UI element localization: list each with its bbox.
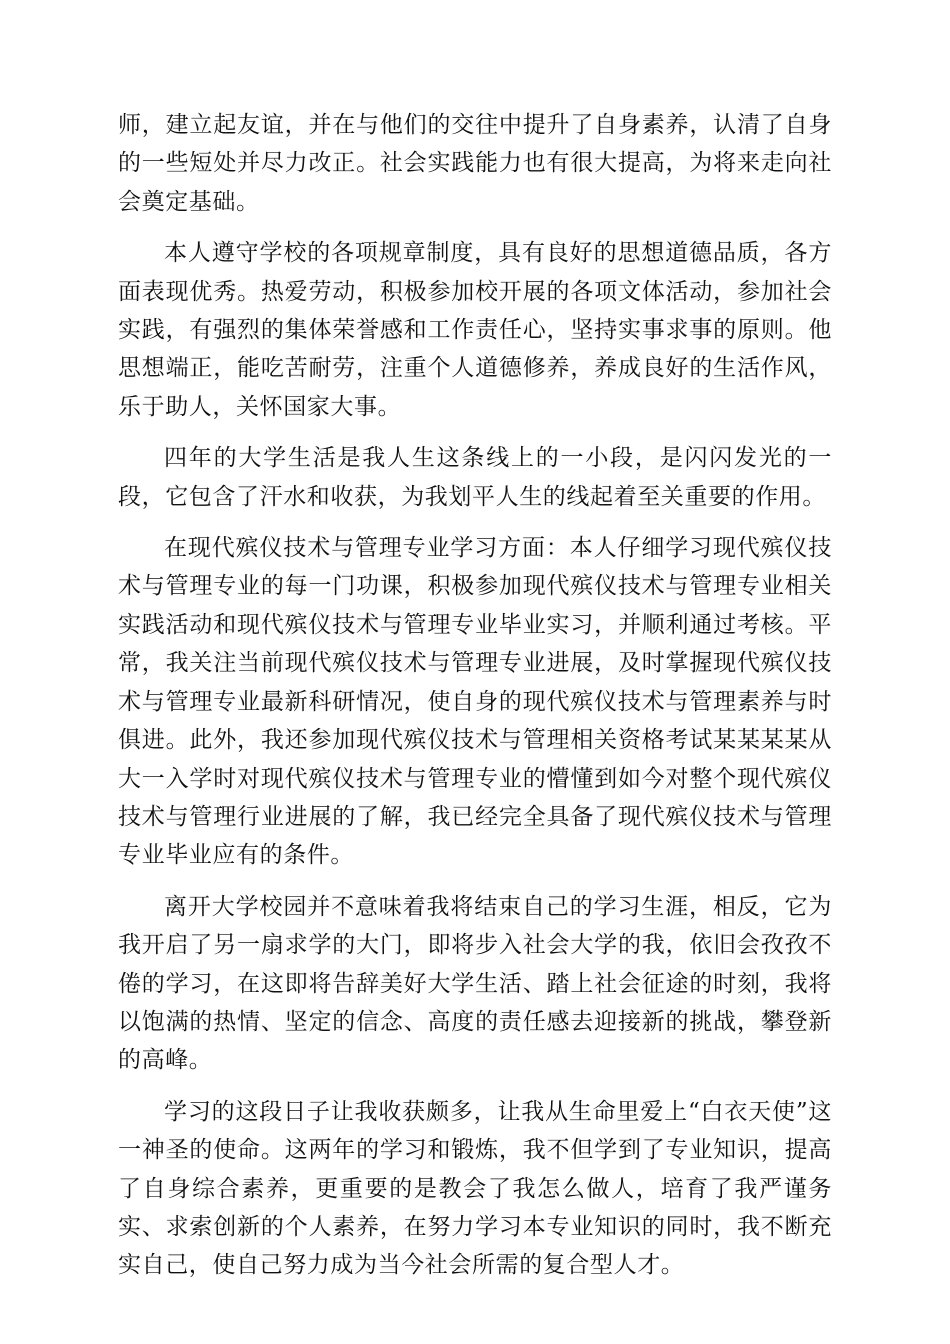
paragraph-conduct: 本人遵守学校的各项规章制度，具有良好的思想道德品质，各方面表现优秀。热爱劳动，积极参加校开展的各项文体活动，参加社会实践，有强烈的集体荣誉感和工作责任心，坚持实事求事的原则。他思想端正，能吃苦耐劳，注重个人道德修养，养成良好的生活作风，乐于助人，关怀国家大事。 <box>118 240 832 420</box>
paragraph-gains: 学习的这段日子让我收获颇多，让我从生命里爱上“白衣天使”这一神圣的使命。这两年的学习和锻炼，我不但学到了专业知识，提高了自身综合素养，更重要的是教会了我怎么做人，培育了我严谨务实、求索创新的个人素养，在努力学习本专业知识的同时，我不断充实自己，使自己努力成为当今社会所需的复合型人才。 <box>118 1098 832 1279</box>
paragraph-university-life: 四年的大学生活是我人生这条线上的一小段，是闪闪发光的一段，它包含了汗水和收获，为我划平人生的线起着至关重要的作用。 <box>118 445 832 510</box>
paragraph-major-study: 在现代殡仪技术与管理专业学习方面：本人仔细学习现代殡仪技术与管理专业的每一门功课，积极参加现代殡仪技术与管理专业相关实践活动和现代殡仪技术与管理专业毕业实习，并顺利通过考核。平常，我关注当前现代殡仪技术与管理专业进展，及时掌握现代殡仪技术与管理专业最新科研情况，使自身的现代殡仪技术与管理素养与时俱进。此外，我还参加现代殡仪技术与管理相关资格考试某某某某从大一入学时对现代殡仪技术与管理专业的懵懂到如今对整个现代殡仪技术与管理行业进展的了解，我已经完全具备了现代殡仪技术与管理专业毕业应有的条件。 <box>118 535 832 869</box>
paragraph-continuation: 师，建立起友谊，并在与他们的交往中提升了自身素养，认清了自身的一些短处并尽力改正。社会实践能力也有很大提高，为将来走向社会奠定基础。 <box>118 112 832 215</box>
paragraph-leaving-campus: 离开大学校园并不意味着我将结束自己的学习生涯，相反，它为我开启了另一扇求学的大门，即将步入社会大学的我，依旧会孜孜不倦的学习，在这即将告辞美好大学生活、踏上社会征途的时刻，我将以饱满的热情、坚定的信念、高度的责任感去迎接新的挑战，攀登新的高峰。 <box>118 893 832 1074</box>
document-body <box>118 106 832 1298</box>
